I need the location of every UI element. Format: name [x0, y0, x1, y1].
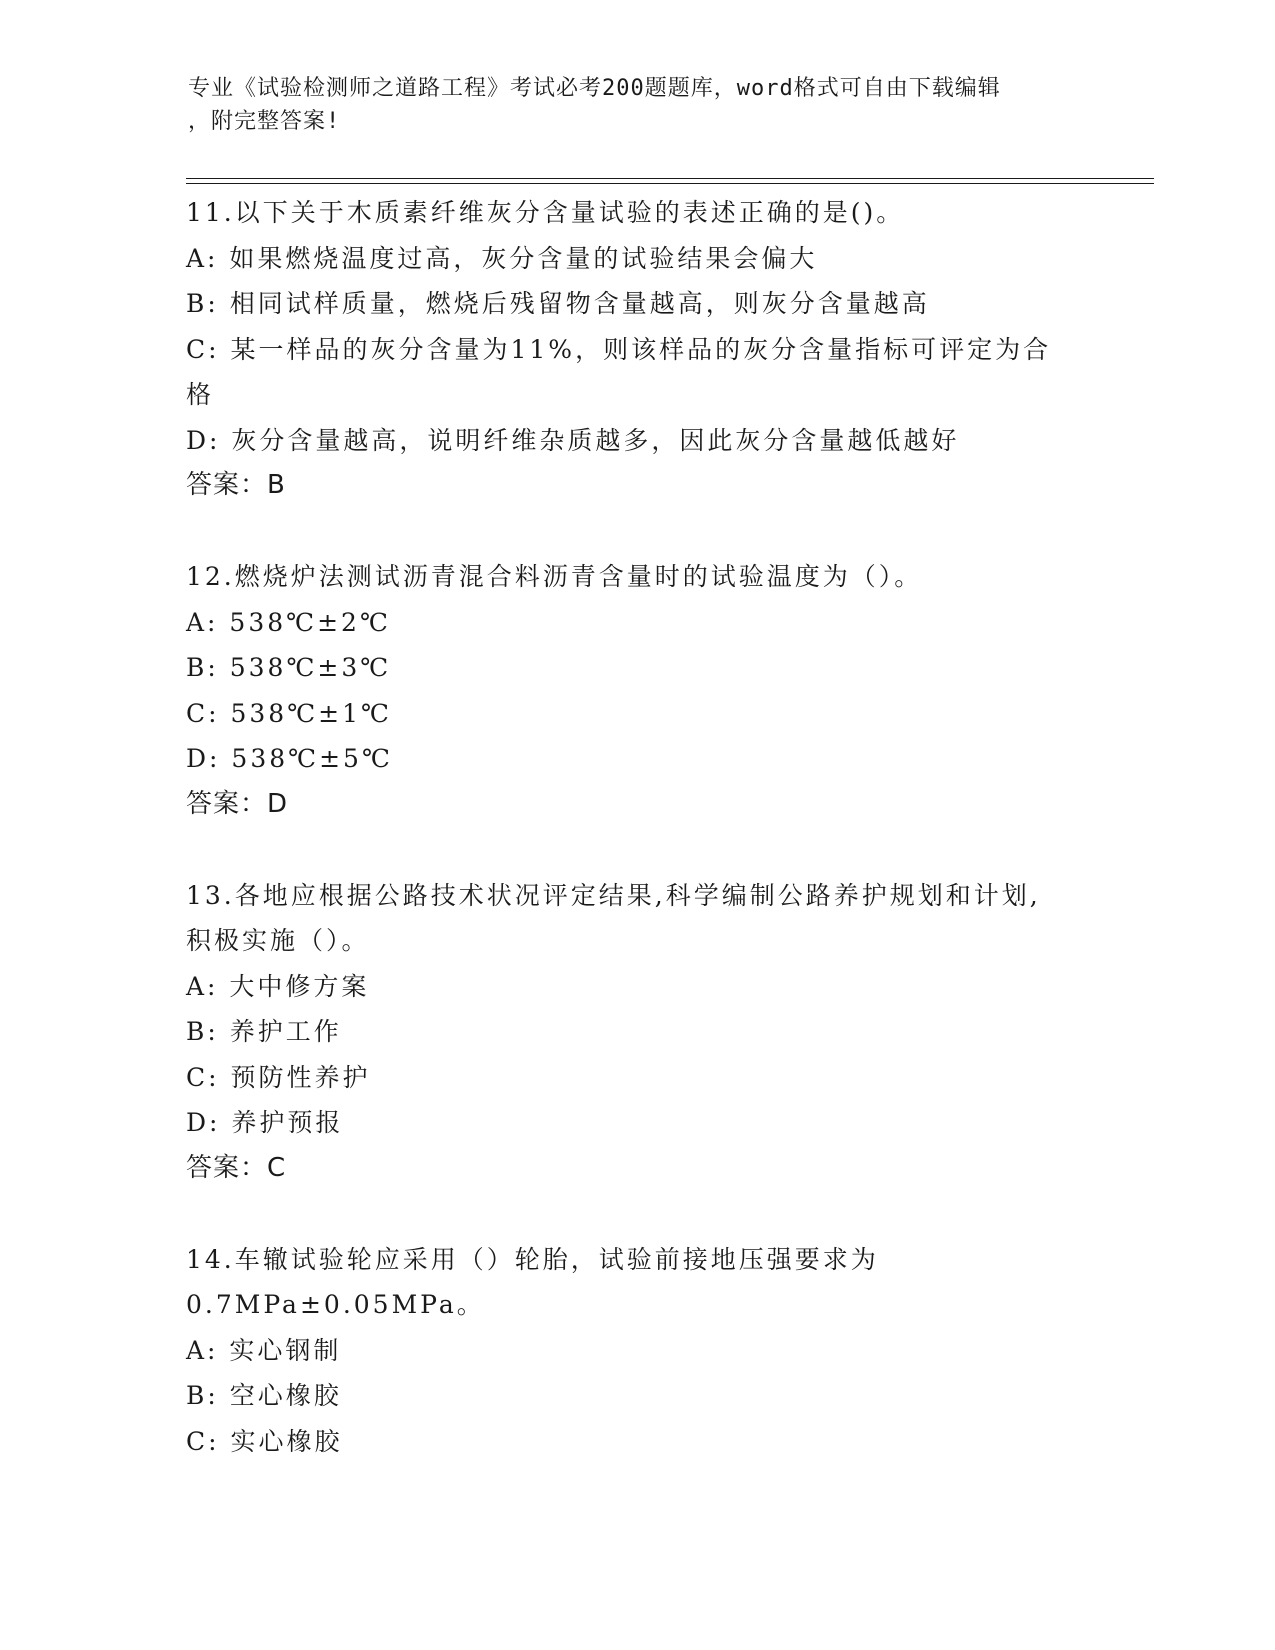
question-text: 13.各地应根据公路技术状况评定结果,科学编制公路养护规划和计划,	[186, 880, 1041, 910]
option-text: D: 灰分含量越高，说明纤维杂质越多，因此灰分含量越低越好	[186, 425, 960, 455]
header-line-1: 专业《试验检测师之道路工程》考试必考200题题库，word格式可自由下载编辑	[188, 76, 1001, 101]
option-text: C: 实心橡胶	[186, 1426, 343, 1456]
header-rule-bottom	[186, 183, 1154, 184]
question-block	[186, 554, 1086, 827]
option-text: D: 养护预报	[186, 1108, 344, 1137]
question-spacer	[186, 827, 1086, 873]
question-text: 11.以下关于木质素纤维灰分含量试验的表述正确的是()。	[186, 198, 905, 227]
option-text: A: 538℃±2℃	[186, 607, 391, 637]
question-block	[186, 1237, 1086, 1465]
option-text: B: 相同试样质量，燃烧后残留物含量越高，则灰分含量越高	[186, 289, 930, 318]
option-text: A: 大中修方案	[186, 971, 370, 1001]
option-text: A: 实心钢制	[186, 1335, 342, 1365]
option-text: B: 养护工作	[186, 1017, 342, 1046]
answer-text: 答案：B	[186, 470, 286, 500]
question-block	[186, 873, 1086, 1192]
question-block	[186, 190, 1086, 509]
question-spacer	[186, 509, 1086, 555]
document-header	[188, 72, 1068, 138]
option-text: 格	[186, 380, 215, 409]
answer-text: 答案：C	[186, 1152, 287, 1183]
option-text: C: 538℃±1℃	[186, 698, 393, 728]
option-text: C: 预防性养护	[186, 1062, 371, 1092]
option-text: B: 空心橡胶	[186, 1381, 342, 1410]
question-text: 12.燃烧炉法测试沥青混合料沥青含量时的试验温度为（）。	[186, 562, 923, 591]
question-spacer	[186, 1191, 1086, 1237]
option-text: B: 538℃±3℃	[186, 653, 392, 682]
question-list	[186, 190, 1086, 1464]
question-text: 14.车辙试验轮应采用（）轮胎，试验前接地压强要求为	[186, 1244, 879, 1274]
question-text: 0.7MPa±0.05MPa。	[186, 1290, 485, 1319]
header-line-2: ，附完整答案!	[188, 109, 341, 134]
option-text: D: 538℃±5℃	[186, 744, 393, 773]
header-rule-top	[186, 178, 1154, 179]
option-text: A: 如果燃烧温度过高，灰分含量的试验结果会偏大	[186, 243, 818, 273]
answer-text: 答案：D	[186, 788, 289, 819]
question-text: 积极实施（）。	[186, 926, 370, 955]
option-text: C: 某一样品的灰分含量为11%，则该样品的灰分含量指标可评定为合	[186, 334, 1052, 364]
